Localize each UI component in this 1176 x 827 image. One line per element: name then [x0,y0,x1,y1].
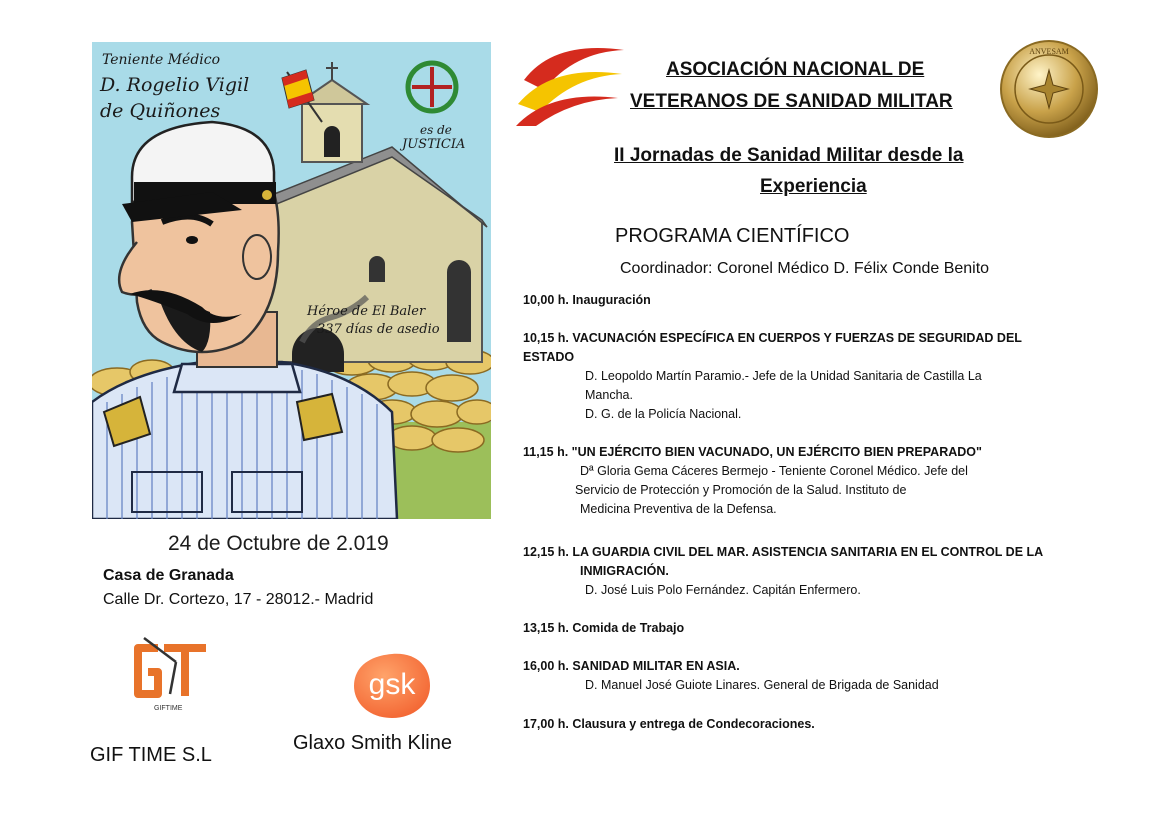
giftime-logo-text: GIFTIME [154,705,183,712]
gsk-logo-text: gsk [368,668,416,701]
flag-swoosh-mark [514,40,626,126]
medal-mark [998,38,1100,140]
schedule-entry-title: 12,15 h. LA GUARDIA CIVIL DEL MAR. ASISTENCIA SANITARIA EN EL CONTROL DE LA [523,545,1044,559]
poster-name-line1: D. Rogelio Vigil [100,74,250,96]
schedule-entry-title: 17,00 h. Clausura y entrega de Condecoraciones. [523,717,815,731]
event-date: 24 de Octubre de 2.019 [168,532,389,555]
poster-name-line2: de Quiñones [100,100,221,122]
venue-name: Casa de Granada [103,567,234,584]
event-subtitle-line1: II Jornadas de Sanidad Militar desde la [614,145,964,166]
giftime-logo-mark [124,634,214,714]
schedule-entry-title-cont: ESTADO [523,350,575,364]
program-heading: PROGRAMA CIENTÍFICO [615,225,850,247]
spanish-flag-swoosh-logo [514,40,626,126]
organization-name-line1: ASOCIACIÓN NACIONAL DE [666,59,925,80]
venue-address: Calle Dr. Cortezo, 17 - 28012.- Madrid [103,591,374,608]
poster-hero-line1: Héroe de El Baler [307,304,426,319]
schedule-entry-speaker-cont: Servicio de Protección y Promoción de la Salud. Instituto de [575,483,907,497]
schedule-entry-speaker: Dª Gloria Gema Cáceres Bermejo - Teniente Coronel Médico. Jefe del [580,464,968,478]
coordinator-line: Coordinador: Coronel Médico D. Félix Conde Benito [620,260,990,277]
schedule-entry-title-cont: INMIGRACIÓN. [580,564,669,578]
giftime-logo [124,634,214,714]
event-subtitle-line2: Experiencia [760,176,867,197]
schedule-entry-title: 16,00 h. SANIDAD MILITAR EN ASIA. [523,659,740,673]
poster-rank-text: Teniente Médico [102,52,221,68]
schedule-entry-speaker: D. Leopoldo Martín Paramio.- Jefe de la Unidad Sanitaria de Castilla La [585,369,982,383]
gsk-logo-mark [350,648,434,722]
schedule-entry-speaker-cont: Medicina Preventiva de la Defensa. [580,502,777,516]
schedule-entry-speaker-cont: Mancha. [585,388,633,402]
poster-slogan-line2: JUSTICIA [402,137,466,152]
poster-illustration [92,42,491,519]
poster-slogan-line1: es de [420,123,452,137]
poster-hero-line2: 337 días de asedio [317,322,440,337]
sponsor-name-gsk: Glaxo Smith Kline [293,732,452,754]
medal-text: ANVESAM [1029,47,1069,56]
schedule-entry-speaker: D. G. de la Policía Nacional. [585,407,742,421]
schedule-entry-speaker: D. José Luis Polo Fernández. Capitán Enfermero. [585,583,861,597]
sponsor-name-giftime: GIF TIME S.L [90,744,212,766]
organization-name-line2: VETERANOS DE SANIDAD MILITAR [630,91,953,112]
schedule-entry-title: 10,00 h. Inauguración [523,293,651,307]
schedule-entry-title: 11,15 h. "UN EJÉRCITO BIEN VACUNADO, UN EJÉRCITO BIEN PREPARADO" [523,445,982,459]
gsk-logo [350,648,434,722]
anvesam-medal-logo [998,38,1100,140]
schedule-entry-title: 13,15 h. Comida de Trabajo [523,621,685,635]
schedule-entry-title: 10,15 h. VACUNACIÓN ESPECÍFICA EN CUERPOS Y FUERZAS DE SEGURIDAD DEL [523,331,1022,345]
schedule-entry-speaker: D. Manuel José Guiote Linares. General de Brigada de Sanidad [585,678,939,692]
